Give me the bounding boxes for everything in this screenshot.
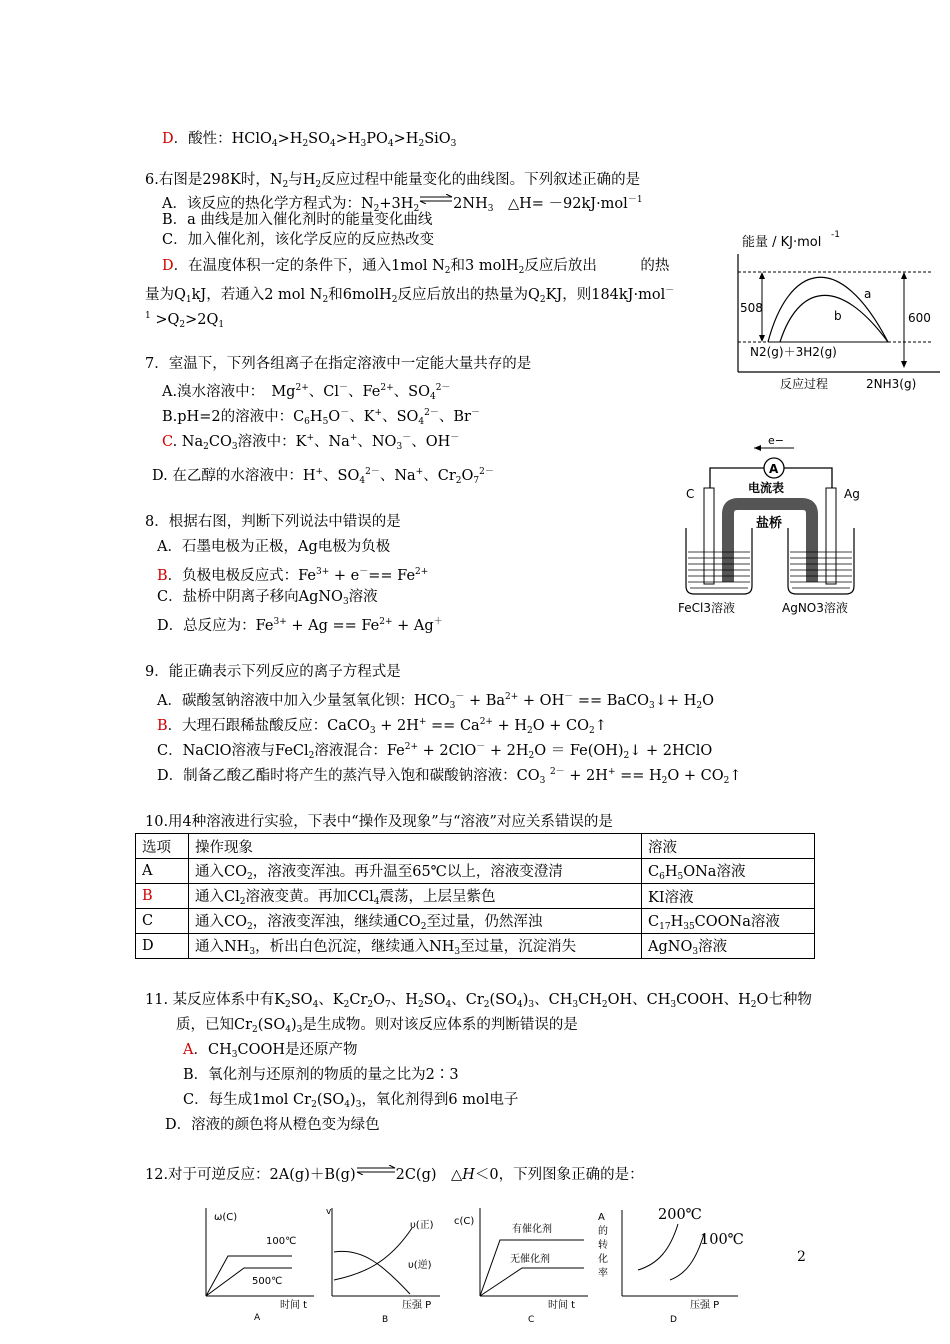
q7-option-c: C. $Na_2CO_3$溶液中：K+、Na+、$NO_3^-$、OH－ — [162, 433, 460, 452]
product-label: 2NH3(g) — [866, 377, 917, 391]
q11-option-a: A．$CH_3COOH$是还原产物 — [183, 1042, 358, 1060]
value-600: 600 — [908, 311, 931, 325]
reactants-label: N2(g)＋3H2(g) — [750, 345, 837, 359]
silver-electrode — [826, 488, 836, 584]
table-row: C 通入$CO_2$，溶液变浑浊，继续通$CO_2$至过量，仍然浑浊 $C_{17}H_{35}COONa$溶液 — [136, 909, 815, 934]
table-row: D 通入$NH_3$，析出白色沉淀，继续通入$NH_3$至过量，沉淀消失 AgNO$_3$溶液 — [136, 934, 815, 959]
value-508: 508 — [740, 301, 763, 315]
q9-stem: 9．能正确表示下列反应的离子方程式是 — [145, 664, 401, 680]
q8-option-a: A．石墨电极为正极，Ag电极为负极 — [157, 539, 391, 555]
q11-option-c: C．每生成1mol $Cr_2(SO_4)_3$，氧化剂得到6 mol电子 — [183, 1092, 519, 1110]
q9-option-b: B．大理石跟稀盐酸反应：CaCO$_3$ + $2H^+ == Ca^{2+} + H_2O$ + $CO_2↑$ — [157, 717, 607, 736]
q6-option-d: D．在温度体积一定的条件下，通入1mol $N_2$和3 molH$_2$反应后放出 的热 — [162, 258, 670, 276]
q9-option-a: A．碳酸氢钠溶液中加入少量氢氧化钡：$HCO_3^- + Ba^{2+} + OH^-$ == BaCO$_3$↓+ $H_2O$ — [157, 692, 714, 711]
svg-text:时间 t: 时间 t — [548, 1300, 576, 1311]
q11-stem-line2: 质，已知$Cr_2(SO_4)_3$是生成物。则对该反应体系的判断错误的是 — [176, 1017, 578, 1035]
svg-text:压强 P: 压强 P — [690, 1300, 720, 1311]
page-number: 2 — [797, 1249, 806, 1265]
svg-text:v: v — [326, 1207, 332, 1217]
svg-text:100℃: 100℃ — [266, 1236, 297, 1247]
energy-diagram — [728, 226, 942, 396]
q9-option-c: C．NaClO溶液与FeCl$_2$溶液混合：$Fe^{2+} + 2ClO^- + 2H_2O$ ＝ $Fe(OH)_2↓$ + 2HClO — [157, 742, 713, 761]
q7-option-a: A.溴水溶液中： $Mg^{2+}$、Cl－、$Fe^{2+}$、$SO_4^{2-}$ — [162, 383, 451, 402]
svg-text:-1: -1 — [831, 230, 840, 240]
svg-text:率: 率 — [598, 1268, 608, 1279]
table-row: A 通入$CO_2$，溶液变浑浊。再升温至65℃以上，溶液变澄清 $C_6H_5ONa$溶液 — [136, 859, 815, 884]
q8-option-b: B．负极电极反应式：$Fe^{3+} + e^-== Fe^{2+}$ — [157, 567, 429, 584]
galvanic-cell-diagram — [676, 432, 866, 620]
graph-b — [322, 1204, 446, 1328]
svg-text:无催化剂: 无催化剂 — [510, 1254, 550, 1265]
q8-stem: 8．根据右图，判断下列说法中错误的是 — [145, 514, 401, 530]
table-row: B 通入$Cl_2$溶液变黄。再加CCl$_4$震荡，上层呈紫色 KI溶液 — [136, 884, 815, 909]
svg-text:A: A — [254, 1313, 261, 1323]
svg-text:化: 化 — [598, 1254, 608, 1265]
svg-text:υ(逆): υ(逆) — [408, 1260, 432, 1271]
svg-text:500℃: 500℃ — [252, 1276, 283, 1287]
svg-text:转: 转 — [598, 1240, 608, 1251]
q8-option-c: C．盐桥中阴离子移向AgNO$_3$溶液 — [157, 589, 378, 607]
q6-option-b: B．a 曲线是加入催化剂时的能量变化曲线 — [162, 212, 433, 228]
left-beaker — [686, 528, 752, 594]
svg-text:A: A — [769, 462, 779, 476]
q7-option-b: B.pH=2的溶液中：$C_6H_5O^-$、K+、$SO_4^{2-}$、Br－ — [162, 408, 480, 427]
q12-stem: 12.对于可逆反应：2A(g)＋B(g) 2C(g) △H＜0，下列图象正确的是： — [145, 1167, 644, 1183]
q6-option-c: C．加入催化剂，该化学反应的反应热改变 — [162, 232, 435, 248]
svg-text:时间 t: 时间 t — [280, 1300, 308, 1311]
energy-axis-label: 能量 / KJ·mol — [742, 235, 822, 250]
q9-option-d: D．制备乙酸乙酯时将产生的蒸汽导入饱和碳酸钠溶液：$CO_3$ $^{2-} + 2H^+ == H_2O$ + $CO_2↑$ — [157, 767, 742, 786]
agno3-label: AgNO3溶液 — [782, 601, 848, 615]
graph-d-temp-100: 100℃ — [700, 1232, 744, 1248]
q8-option-d: D．总反应为：$Fe^{3+} + Ag == Fe^{2+} + Ag^+$ — [157, 617, 443, 634]
svg-text:有催化剂: 有催化剂 — [512, 1224, 552, 1235]
electrode-c-label: C — [686, 487, 695, 501]
q5-option-d: D．酸性：$HClO_4>H_2SO_4>H_3PO_4>H_2SiO_3$ — [162, 131, 457, 149]
electrode-ag-label: Ag — [844, 487, 860, 501]
graph-a — [196, 1204, 320, 1328]
q10-table — [135, 833, 815, 959]
q11-stem: 11. 某反应体系中有$K_2SO_4$、$K_2Cr_2O_7$、$H_2SO_4$、$Cr_2(SO_4)_3$、$CH_3CH_2OH$、$CH_3COOH$、$H_2O$七种物 — [145, 992, 812, 1010]
graph-c — [452, 1204, 592, 1328]
svg-text:的: 的 — [598, 1226, 608, 1237]
q6-stem: 6.右图是298K时，$N_2$与$H_2$反应过程中能量变化的曲线图。下列叙述正确的是 — [145, 172, 641, 190]
ammeter-label: 电流表 — [748, 481, 785, 495]
q6-option-a: A．该反应的热化学方程式为：$N_2+3H_2$ $2NH_3$ △H= －92kJ·mol$^{-1}$ — [162, 195, 643, 214]
salt-bridge-label: 盐桥 — [756, 516, 783, 531]
q7-option-d: D. 在乙醇的水溶液中：H+、$SO_4^{2-}$、Na+、$Cr_2O_7^{2-}$ — [152, 467, 494, 486]
q11-option-b: B．氧化剂与还原剂的物质的量之比为2∶3 — [183, 1067, 459, 1083]
q6-option-d-line2: 量为$Q_1kJ$，若通入2 mol $N_2$和6molH$_2$反应后放出的热量为$Q_2KJ$，则184kJ·mol－ — [145, 286, 675, 305]
svg-text:压强 P: 压强 P — [402, 1300, 432, 1311]
svg-text:υ(正): υ(正) — [410, 1220, 434, 1231]
right-beaker — [788, 528, 854, 594]
graph-d-temp-200: 200℃ — [658, 1207, 702, 1223]
x-axis-label: 反应过程 — [780, 377, 829, 391]
table-header-row: 选项 操作现象 溶液 — [136, 834, 815, 859]
svg-text:D: D — [670, 1315, 677, 1325]
graph-d-ylabel-1: A — [598, 1212, 605, 1223]
svg-text:a: a — [864, 287, 872, 301]
svg-text:ω(C): ω(C) — [214, 1212, 238, 1223]
svg-text:B: B — [382, 1315, 389, 1325]
electron-label: e− — [768, 434, 784, 447]
q6-option-d-line3: $^1 >Q_2>2Q_1$ — [145, 311, 225, 330]
svg-text:C: C — [528, 1315, 535, 1325]
q10-stem: 10.用4种溶液进行实验，下表中“操作及现象”与“溶液”对应关系错误的是 — [145, 814, 613, 830]
fecl3-label: FeCl3溶液 — [678, 601, 735, 615]
q11-option-d: D．溶液的颜色将从橙色变为绿色 — [165, 1117, 380, 1133]
svg-text:c(C): c(C) — [454, 1216, 475, 1227]
svg-text:b: b — [834, 309, 842, 323]
carbon-electrode — [704, 488, 714, 584]
q7-stem: 7．室温下，下列各组离子在指定溶液中一定能大量共存的是 — [145, 356, 532, 372]
